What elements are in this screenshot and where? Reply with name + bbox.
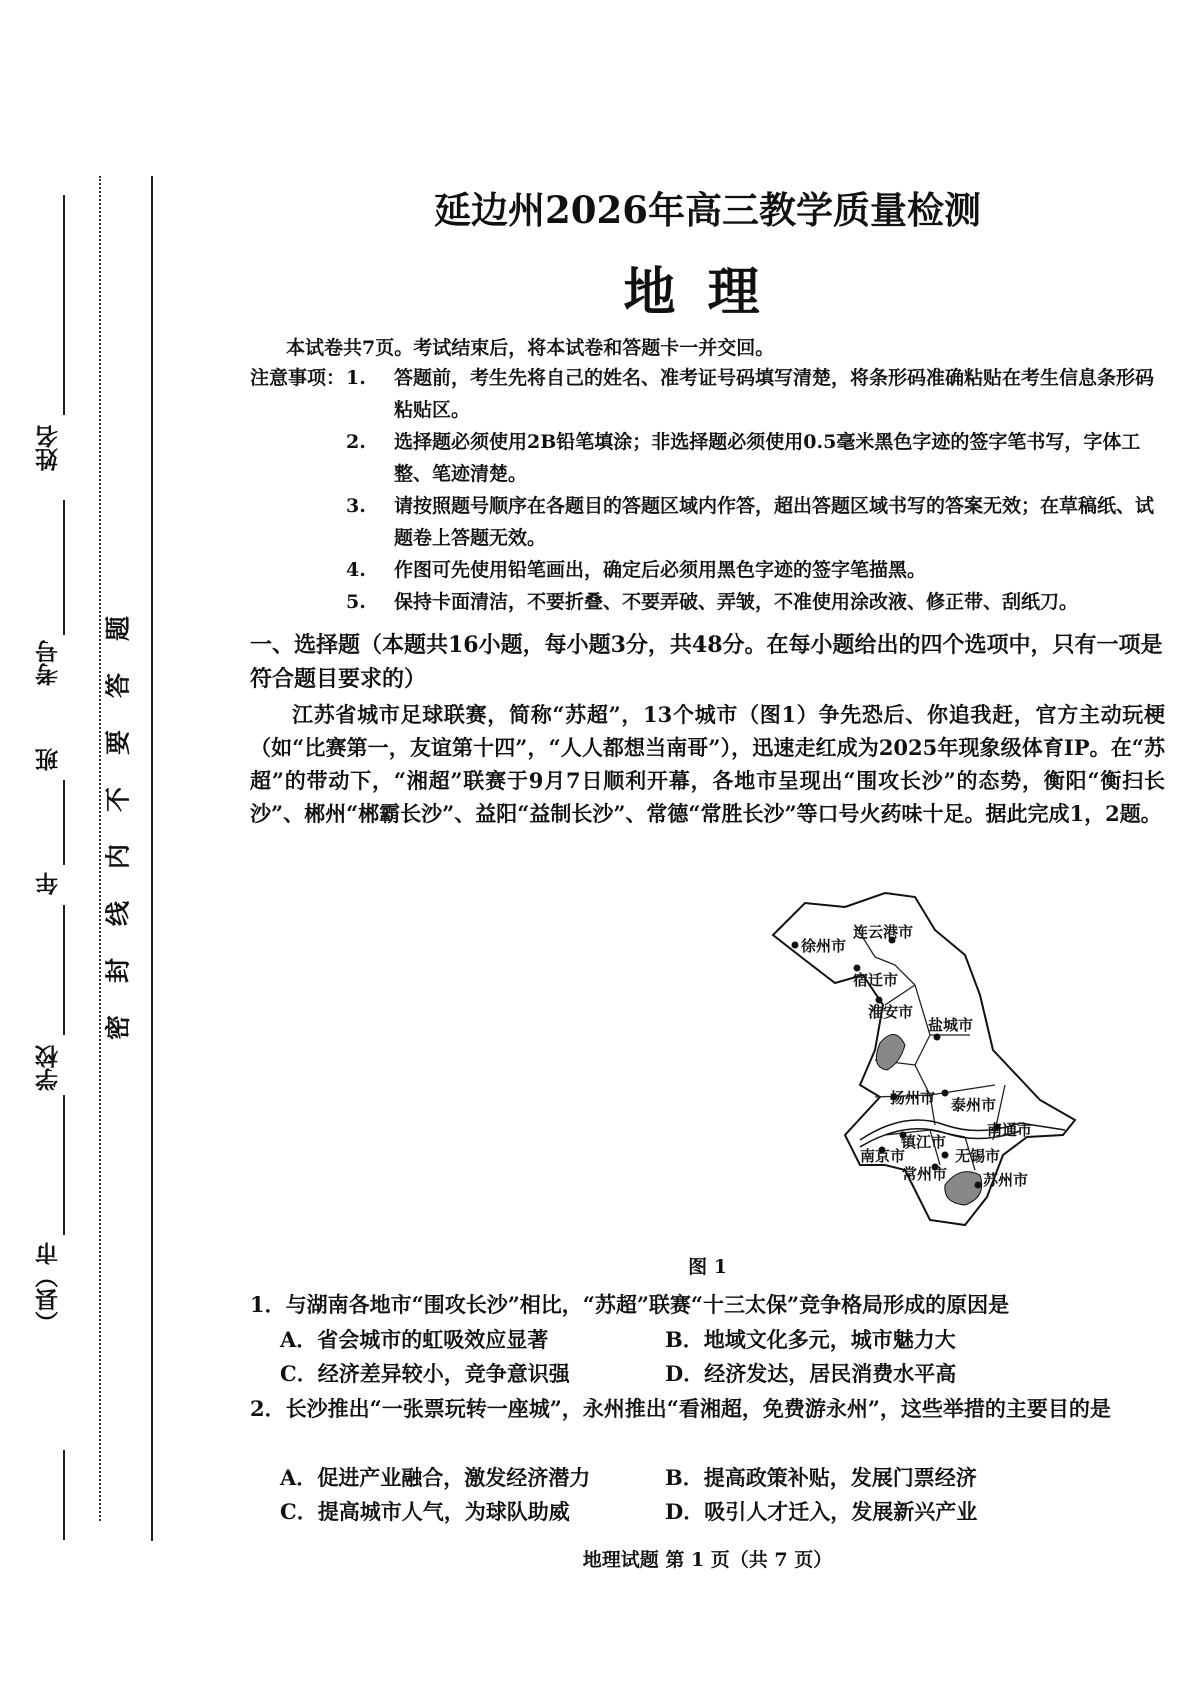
question-1-option-c: C．经济差异较小，竞争意识强 [280, 1361, 570, 1386]
question-2-option-a: A．促进产业融合，激发经济潜力 [280, 1465, 591, 1490]
city-label: 南通市 [987, 1121, 1033, 1139]
question-2-stem: 2．长沙推出“一张票玩转一座城”，永州推出“看湘超，免费游永州”，这些举措的主要目的是 [250, 1396, 1111, 1421]
city-label: 徐州市 [801, 937, 847, 955]
margin-field-exam-no: 考号 [34, 640, 62, 686]
intro-text: 本试卷共7页。考试结束后，将本试卷和答题卡一并交回。 [286, 337, 775, 359]
notes-block [250, 362, 1165, 618]
reading-passage: 江苏省城市足球联赛，简称“苏超”，13个城市（图1）争先恐后、你追我赶，官方主动玩梗（如“比赛第一，友谊第十四”，“人人都想当南哥”），迅速走红成为2025年现象级体育IP。在“苏超”的带动下，“湘超”联赛于9月7日顺利开幕，各地市呈现出“围攻长沙”的态势，衡阳“衡扫长沙”、郴州“郴霸长沙”、益阳“益制长沙”、常德“常胜长沙”等口号火药味十足。据此完成1，2题。 [250, 702, 1165, 826]
city-point [942, 1090, 949, 1097]
note-item: 4. 作图可先使用铅笔画出，确定后必须用黑色字迹的签字笔描黑。 [346, 559, 927, 581]
margin-field-school: 学校 [34, 1045, 62, 1091]
city-point [975, 1182, 982, 1189]
question-1-option-a: A．省会城市的虹吸效应显著 [280, 1327, 549, 1352]
question-2-option-d: D．吸引人才迁入，发展新兴产业 [665, 1499, 978, 1524]
city-label: 扬州市 [890, 1089, 936, 1107]
notes-label: 注意事项： [250, 367, 346, 389]
city-label: 宿迁市 [853, 971, 899, 989]
city-point [792, 942, 799, 949]
city-label: 南京市 [860, 1147, 906, 1165]
subject-title: 地理 [623, 262, 792, 323]
margin-blank-class[interactable] [63, 780, 65, 865]
figure-caption: 图 1 [688, 1256, 727, 1278]
city-point [942, 1152, 949, 1159]
city-label: 无锡市 [955, 1147, 1001, 1165]
city-label: 常州市 [902, 1165, 948, 1183]
margin-field-name: 姓名 [34, 425, 62, 471]
page-footer: 地理试题 第 1 页（共 7 页） [582, 1549, 833, 1571]
city-label: 镇江市 [901, 1133, 947, 1151]
margin-blank-school[interactable] [63, 1095, 65, 1235]
margin-field-class: 班 [34, 748, 62, 771]
city-label: 淮安市 [868, 1003, 914, 1021]
question-1-option-d: D．经济发达，居民消费水平高 [665, 1361, 957, 1386]
city-label: 连云港市 [853, 923, 914, 941]
exam-title: 延边州2026年高三教学质量检测 [434, 188, 981, 232]
city-label: 苏州市 [983, 1171, 1029, 1189]
note-item: 3. 请按照题号顺序在各题目的答题区域内作答，超出答题区域书写的答案无效；在草稿纸、试题卷上答题无效。 [346, 495, 1155, 549]
margin-blank-name[interactable] [63, 195, 65, 415]
city-label: 泰州市 [951, 1096, 997, 1114]
margin-blank-grade[interactable] [63, 905, 65, 1035]
note-item: 注意事项： 1. 答题前，考生先将自己的姓名、准考证号码填写清楚，将条形码准确粘贴在考生信息条形码粘贴区。 [250, 362, 1165, 426]
question-2-option-b: B．提高政策补贴，发展门票经济 [665, 1465, 977, 1490]
section-heading: 一、选择题（本题共16小题，每小题3分，共48分。在每小题给出的四个选项中，只有一项是符合题目要求的） [250, 632, 1163, 692]
city-point [934, 1034, 941, 1041]
jiangsu-map [765, 885, 1150, 1230]
question-1-option-b: B．地域文化多元，城市魅力大 [665, 1327, 956, 1352]
binding-margin [0, 0, 160, 1697]
city-label: 盐城市 [928, 1016, 974, 1034]
note-item: 5. 保持卡面清洁，不要折叠、不要弄破、弄皱，不准使用涂改液、修正带、刮纸刀。 [346, 591, 1079, 613]
seal-warning: 题 答 要 不 内 线 封 密 [103, 616, 133, 1041]
margin-blank-exam-no[interactable] [63, 500, 65, 635]
question-2-option-c: C．提高城市人气，为球队助威 [280, 1499, 570, 1524]
note-item: 2. 选择题必须使用2B铅笔填涂；非选择题必须使用0.5毫米黑色字迹的签字笔书写，字体工整、笔迹清楚。 [346, 431, 1141, 485]
margin-field-grade: 年 [34, 872, 62, 895]
question-1-stem: 1．与湖南各地市“围攻长沙”相比，“苏超”联赛“十三太保”竞争格局形成的原因是 [250, 1292, 1010, 1317]
margin-blank-city[interactable] [63, 1450, 65, 1540]
margin-field-city: （县）市 [34, 1242, 62, 1334]
